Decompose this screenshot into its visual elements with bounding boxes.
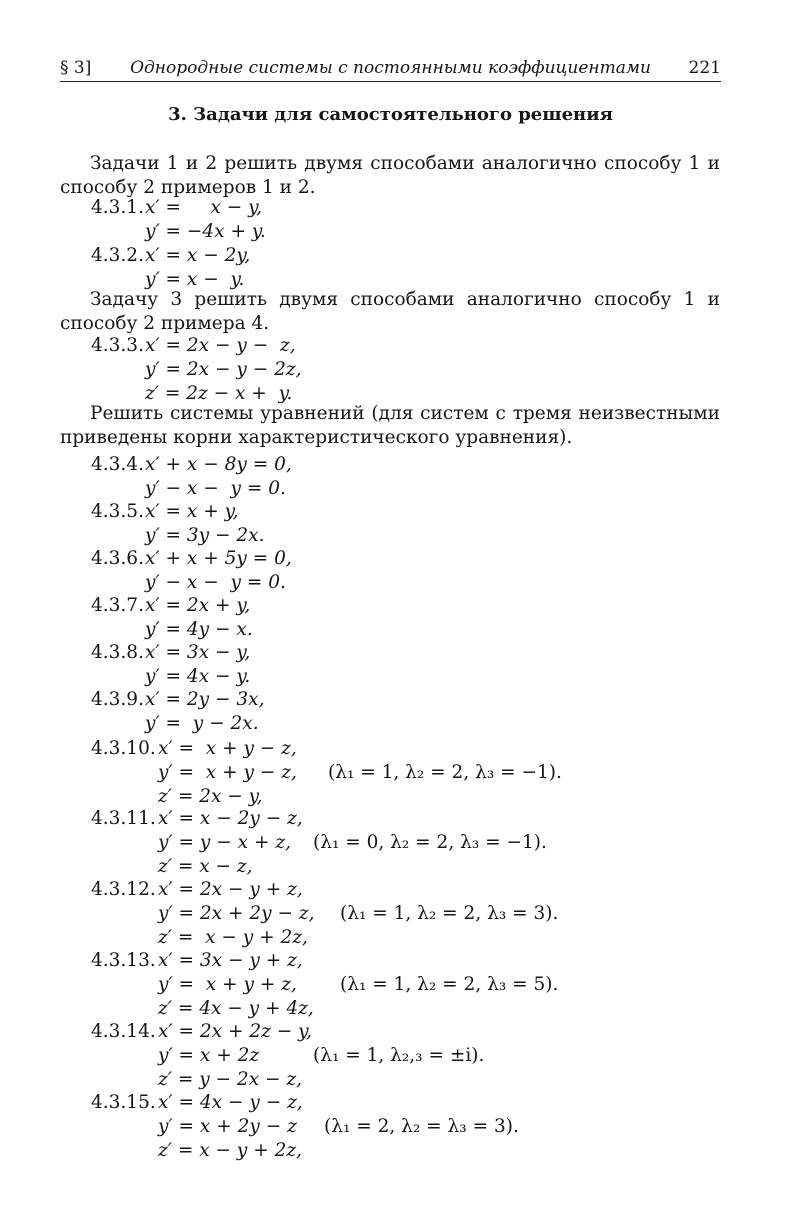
equation: y′ = 4y − x. (145, 619, 253, 640)
equation: x′ + x − 8y = 0, (145, 454, 292, 475)
equation: x′ = x + y, (145, 501, 239, 522)
problem-number: 4.3.2. (91, 245, 144, 266)
equation: z′ = 2z − x + y. (145, 383, 293, 404)
header-title: Однородные системы с постоянными коэффициентами (130, 58, 651, 78)
equation: y′ = y − 2x. (145, 713, 259, 734)
problem-number: 4.3.11. (91, 808, 156, 829)
equation: y′ = 4x − y. (145, 666, 251, 687)
problem-number: 4.3.12. (91, 879, 156, 900)
characteristic-roots: (λ₁ = 1, λ₂,₃ = ±i). (313, 1045, 485, 1066)
problem-number: 4.3.10. (91, 738, 156, 759)
equation: y′ = 2x − y − 2z, (145, 359, 302, 380)
equation: y′ = x − y. (145, 269, 245, 290)
equation: y′ = x + y + z, (158, 974, 297, 995)
problem-number: 4.3.8. (91, 642, 144, 663)
running-header (60, 55, 721, 81)
equation: y′ − x − y = 0. (145, 572, 286, 593)
equation: z′ = y − 2x − z, (158, 1069, 303, 1090)
equation: y′ = x + y − z, (158, 762, 297, 783)
equation: z′ = 2x − y, (158, 786, 263, 807)
equation: x′ = x − y, (145, 197, 262, 218)
equation: x′ = x − 2y − z, (158, 808, 303, 829)
intro-paragraph-2: Задачу 3 решить двумя способами аналогично способу 1 и способу 2 примера 4. (60, 289, 720, 334)
equation: x′ = x − 2y, (145, 245, 251, 266)
problem-number: 4.3.13. (91, 950, 156, 971)
characteristic-roots: (λ₁ = 1, λ₂ = 2, λ₃ = 5). (340, 974, 559, 995)
equation: x′ = 4x − y − z, (158, 1092, 303, 1113)
equation: y′ = −4x + y. (145, 221, 266, 242)
characteristic-roots: (λ₁ = 1, λ₂ = 2, λ₃ = −1). (328, 762, 562, 783)
equation: x′ = x + y − z, (158, 738, 297, 759)
equation: x′ = 2x − y − z, (145, 335, 296, 356)
characteristic-roots: (λ₁ = 0, λ₂ = 2, λ₃ = −1). (313, 832, 547, 853)
equation: z′ = 4x − y + 4z, (158, 998, 314, 1019)
problem-number: 4.3.1. (91, 197, 144, 218)
equation: z′ = x − y + 2z, (158, 927, 308, 948)
problem-number: 4.3.6. (91, 548, 144, 569)
equation: x′ = 3x − y, (145, 642, 251, 663)
equation: z′ = x − y + 2z, (158, 1140, 303, 1161)
equation: y′ = x + 2y − z (158, 1116, 297, 1137)
equation: z′ = x − z, (158, 856, 253, 877)
equation: x′ = 2x + y, (145, 595, 251, 616)
problem-number: 4.3.7. (91, 595, 144, 616)
section-title: 3. Задачи для самостоятельного решения (168, 104, 613, 125)
intro-paragraph-3: Решить системы уравнений (для систем с тремя неизвестными приведены корни характеристического уравнения). (60, 403, 720, 448)
equation: y′ − x − y = 0. (145, 478, 286, 499)
problem-number: 4.3.4. (91, 454, 144, 475)
equation: x′ = 2x − y + z, (158, 879, 303, 900)
problem-number: 4.3.3. (91, 335, 144, 356)
header-section: § 3] (60, 58, 92, 78)
equation: y′ = 3y − 2x. (145, 525, 265, 546)
characteristic-roots: (λ₁ = 1, λ₂ = 2, λ₃ = 3). (340, 903, 559, 924)
problem-number: 4.3.14. (91, 1021, 156, 1042)
equation: y′ = y − x + z, (158, 832, 291, 853)
equation: y′ = x + 2z (158, 1045, 260, 1066)
equation: x′ = 2y − 3x, (145, 689, 265, 710)
characteristic-roots: (λ₁ = 2, λ₂ = λ₃ = 3). (324, 1116, 519, 1137)
equation: x′ = 2x + 2z − y, (158, 1021, 313, 1042)
equation: x′ = 3x − y + z, (158, 950, 303, 971)
equation: x′ + x + 5y = 0, (145, 548, 292, 569)
page-number: 221 (688, 58, 721, 78)
equation: y′ = 2x + 2y − z, (158, 903, 315, 924)
intro-paragraph-1: Задачи 1 и 2 решить двумя способами аналогично способу 1 и способу 2 примеров 1 и 2. (60, 153, 720, 198)
problem-number: 4.3.5. (91, 501, 144, 522)
problem-number: 4.3.9. (91, 689, 144, 710)
problem-number: 4.3.15. (91, 1092, 156, 1113)
header-rule (60, 81, 721, 82)
